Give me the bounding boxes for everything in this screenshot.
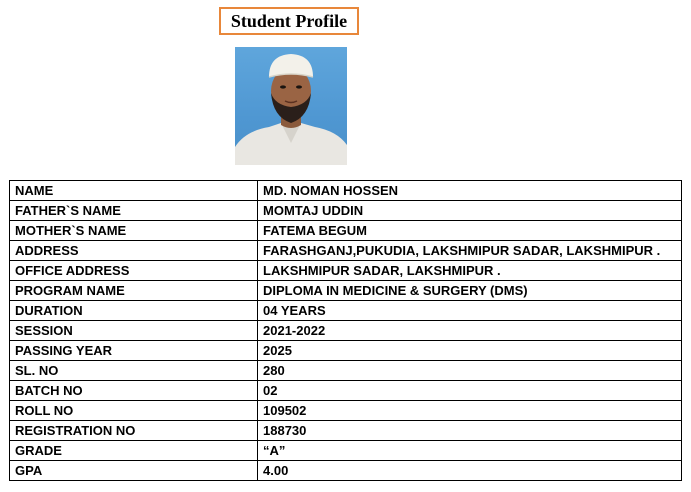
table-row [10, 441, 682, 461]
field-label: REGISTRATION NO [10, 421, 258, 441]
table-row [10, 321, 682, 341]
field-label: SL. NO [10, 361, 258, 381]
table-row [10, 341, 682, 361]
student-photo [235, 47, 347, 165]
field-label: ADDRESS [10, 241, 258, 261]
field-label: ROLL NO [10, 401, 258, 421]
field-label: GRADE [10, 441, 258, 461]
field-label: OFFICE ADDRESS [10, 261, 258, 281]
field-label: NAME [10, 181, 258, 201]
field-value: FARASHGANJ,PUKUDIA, LAKSHMIPUR SADAR, LAKSHMIPUR . [258, 241, 682, 261]
profile-table-body [10, 181, 682, 481]
field-value: 2021-2022 [258, 321, 682, 341]
table-row [10, 361, 682, 381]
field-value: MD. NOMAN HOSSEN [258, 181, 682, 201]
field-value: MOMTAJ UDDIN [258, 201, 682, 221]
field-value: 4.00 [258, 461, 682, 481]
field-value: 02 [258, 381, 682, 401]
table-row [10, 301, 682, 321]
field-label: BATCH NO [10, 381, 258, 401]
student-photo-icon [235, 47, 347, 165]
table-row [10, 461, 682, 481]
field-label: MOTHER`S NAME [10, 221, 258, 241]
table-row [10, 401, 682, 421]
table-row [10, 241, 682, 261]
table-row [10, 221, 682, 241]
field-label: FATHER`S NAME [10, 201, 258, 221]
profile-table [9, 180, 682, 481]
field-value: DIPLOMA IN MEDICINE & SURGERY (DMS) [258, 281, 682, 301]
field-label: GPA [10, 461, 258, 481]
field-value: FATEMA BEGUM [258, 221, 682, 241]
field-label: PROGRAM NAME [10, 281, 258, 301]
field-value: 188730 [258, 421, 682, 441]
field-value: 109502 [258, 401, 682, 421]
table-row [10, 201, 682, 221]
table-row [10, 181, 682, 201]
field-label: DURATION [10, 301, 258, 321]
table-row [10, 421, 682, 441]
field-value: LAKSHMIPUR SADAR, LAKSHMIPUR . [258, 261, 682, 281]
field-label: PASSING YEAR [10, 341, 258, 361]
field-label: SESSION [10, 321, 258, 341]
table-row [10, 381, 682, 401]
field-value: 04 YEARS [258, 301, 682, 321]
table-row [10, 261, 682, 281]
field-value: 2025 [258, 341, 682, 361]
page-title: Student Profile [219, 7, 359, 35]
field-value: “A” [258, 441, 682, 461]
field-value: 280 [258, 361, 682, 381]
table-row [10, 281, 682, 301]
